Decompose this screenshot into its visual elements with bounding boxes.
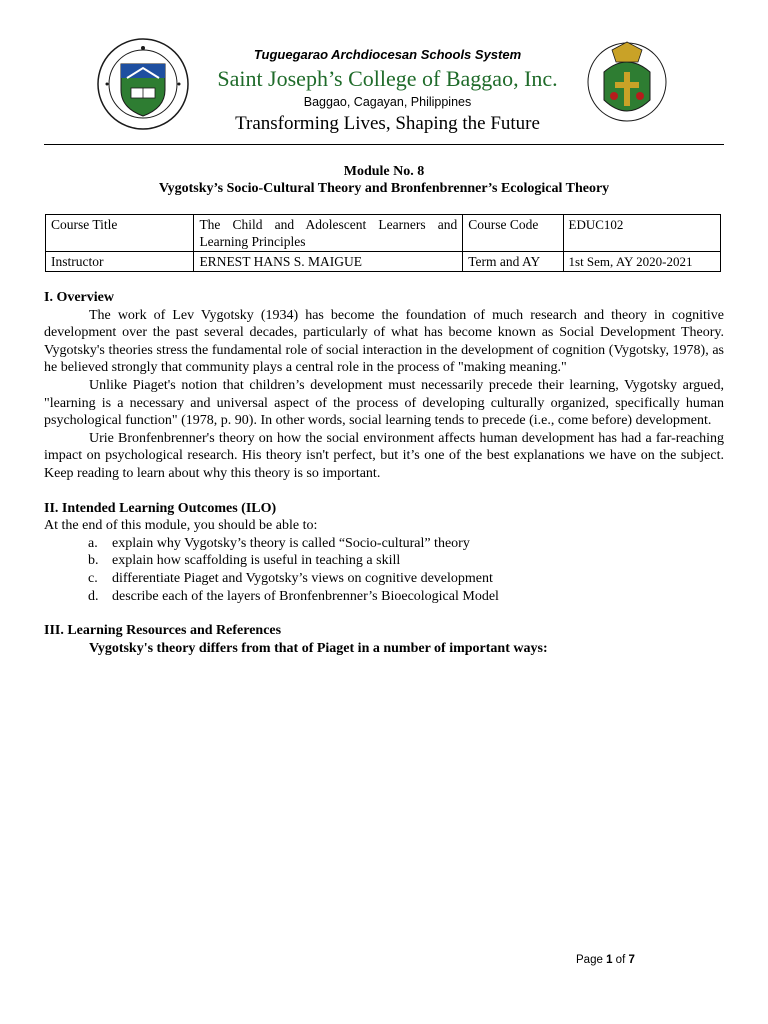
module-title: Vygotsky’s Socio-Cultural Theory and Bronfenbrenner’s Ecological Theory (158, 181, 610, 196)
list-item-text: explain how scaffolding is useful in teaching a skill (112, 553, 401, 569)
college-location: Baggao, Cagayan, Philippines (303, 95, 472, 109)
page-word: Page (576, 954, 603, 966)
overview-paragraph: Unlike Piaget's notion that children’s development must necessarily precede their learning, Vygotsky argued, "learning is a necessary and universal aspect of the process of developing culturally organized, specifically human psychological function" (1978, p. 90). In other words, social learning tends to precede (i.e., come before) development. (44, 377, 724, 429)
course-code-label: Course Code (463, 215, 563, 252)
list-item-letter: a. (88, 535, 98, 551)
table-row (46, 252, 721, 272)
module-number: Module No. 8 (343, 164, 425, 179)
list-item-letter: d. (88, 588, 99, 604)
ilo-intro: At the end of this module, you should be able to: (44, 518, 318, 534)
resources-heading: III. Learning Resources and References (44, 623, 282, 639)
list-item-text: describe each of the layers of Bronfenbrenner’s Bioecological Model (112, 588, 499, 604)
course-title-label: Course Title (46, 215, 194, 252)
list-item-letter: c. (88, 570, 98, 586)
course-code-value: EDUC102 (563, 215, 720, 252)
archdiocesan-seal-logo (586, 38, 668, 133)
term-value: 1st Sem, AY 2020-2021 (563, 252, 720, 272)
school-system-name: Tuguegarao Archdiocesan Schools System (253, 47, 522, 62)
list-item-text: differentiate Piaget and Vygotsky’s views on cognitive development (112, 570, 493, 586)
list-item (44, 588, 724, 606)
course-info-table (45, 214, 721, 272)
list-item-text: explain why Vygotsky’s theory is called “Socio-cultural” theory (112, 535, 470, 551)
list-item (44, 535, 724, 553)
college-tagline: Transforming Lives, Shaping the Future (235, 113, 540, 134)
header-divider (44, 144, 724, 145)
overview-paragraph: The work of Lev Vygotsky (1934) has become the foundation of much research and theory in cognitive development over the past several decades, particularly of what has become known as Social Development Theory. Vygotsky's theories stress the fundamental role of social interaction in the development of cognition (Vygotsky, 1978), as he believed strongly that community plays a central role in the process of "making meaning." (44, 307, 724, 376)
total-pages: 7 (628, 954, 635, 966)
current-page: 1 (606, 954, 613, 966)
college-seal-logo (97, 38, 189, 130)
page-number (576, 954, 635, 966)
table-row (46, 215, 721, 252)
list-item (44, 552, 724, 570)
term-label: Term and AY (463, 252, 563, 272)
ilo-list (44, 535, 724, 605)
college-name: Saint Joseph’s College of Baggao, Inc. (217, 66, 558, 91)
instructor-label: Instructor (46, 252, 194, 272)
overview-paragraph: Urie Bronfenbrenner's theory on how the social environment affects human development has had a far-reaching impact on psychological research. His theory isn't perfect, but it’s one of the best explanations we have on the subject. Keep reading to learn about why this theory is so important. (44, 430, 724, 481)
list-item-letter: b. (88, 553, 99, 569)
overview-heading: I. Overview (44, 290, 114, 305)
of-word: of (615, 954, 626, 966)
instructor-value: ERNEST HANS S. MAIGUE (194, 252, 463, 272)
ilo-heading: II. Intended Learning Outcomes (ILO) (44, 500, 277, 516)
module-body (44, 289, 724, 657)
resources-subheading: Vygotsky's theory differs from that of Piaget in a number of important ways: (89, 640, 548, 656)
course-title-value: The Child and Adolescent Learners and Learning Principles (194, 215, 463, 252)
list-item (44, 570, 724, 588)
